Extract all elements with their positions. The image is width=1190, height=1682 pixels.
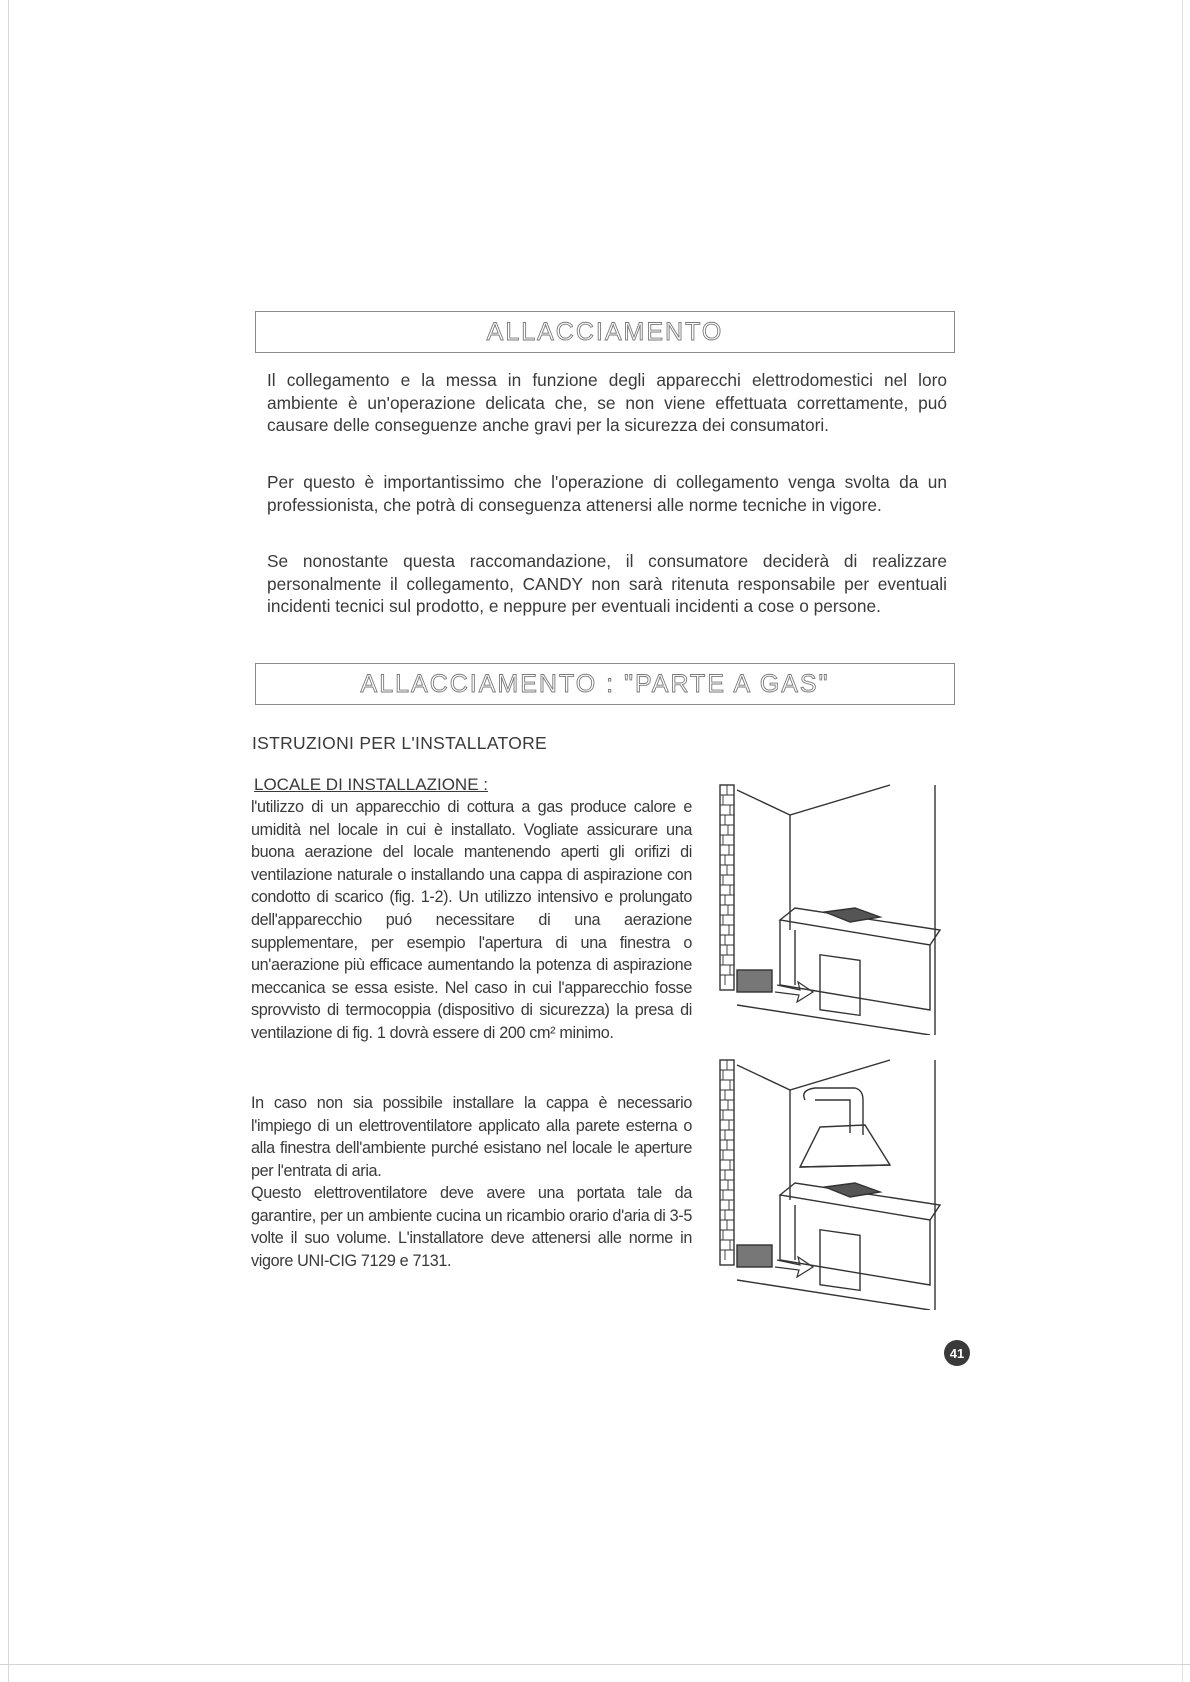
intro-paragraph: Se nonostante questa raccomandazione, il consumatore deciderà di realizzare personalmente il collegamento, CANDY non sarà ritenuta responsabile per eventuali incidenti tecnici sul prodotto, e neppure per eventuali incidenti a cose o persone.	[267, 551, 947, 616]
location-paragraph: l'utilizzo di un apparecchio di cottura a gas produce calore e umidità nel locale in cui è installato. Vogliate assicurare una buona aerazione del locale mantenendo aperti gli orifizi di ventilazione naturale o installando una cappa di aspirazione con condotto di scarico (fig. 1-2). Un utilizzo intensivo e prolungato dell'apparecchio puó necessitare di una aerazione supplementare, per esempio l'apertura di una finestra o un'aerazione più efficace aumentando la potenza di aspirazione meccanica se essa esiste. Nel caso in cui l'apparecchio fosse sprovvisto di termocoppia (dispositivo di sicurezza) la presa di ventilazione di fig. 1 dovrà essere di 200 cm² minimo.	[251, 798, 692, 1042]
gas-section-title-box	[255, 663, 955, 705]
location-heading: LOCALE DI INSTALLAZIONE :	[254, 775, 488, 794]
gas-section-title: ALLACCIAMENTO : "PARTE A GAS"	[360, 669, 830, 698]
page-edge	[1182, 0, 1183, 1682]
page-number: 41	[944, 1340, 970, 1366]
installer-heading: ISTRUZIONI PER L'INSTALLATORE	[252, 733, 548, 753]
fan-capacity-paragraph: Questo elettroventilatore deve avere una portata tale da garantire, per un ambiente cucina un ricambio orario d'aria di 3-5 volte il suo volume. L'installatore deve attenersi alle norme in vigore UNI-CIG 7129 e 7131.	[251, 1184, 692, 1270]
kitchen-hood-figure	[715, 1055, 945, 1310]
fan-paragraph: In caso non sia possibile installare la cappa è necessario l'impiego di un elettroventilatore applicato alla parete esterna o alla finestra dell'ambiente purché esistano nel locale le aperture per l'entrata di aria.	[251, 1094, 692, 1180]
section-title: ALLACCIAMENTO	[486, 317, 724, 346]
intro-paragraph: Il collegamento e la messa in funzione degli apparecchi elettrodomestici nel loro ambiente è un'operazione delicata che, se non viene effettuata correttamente, puó causare delle conseguenze anche gravi per la sicurezza dei consumatori.	[267, 370, 947, 435]
section-title-box	[255, 311, 955, 353]
kitchen-vent-figure	[715, 780, 945, 1035]
page-edge	[8, 0, 9, 1682]
page-edge	[0, 1664, 1190, 1665]
intro-paragraph: Per questo è importantissimo che l'operazione di collegamento venga svolta da un professionista, che potrà di conseguenza attenersi alle norme tecniche in vigore.	[267, 472, 947, 515]
